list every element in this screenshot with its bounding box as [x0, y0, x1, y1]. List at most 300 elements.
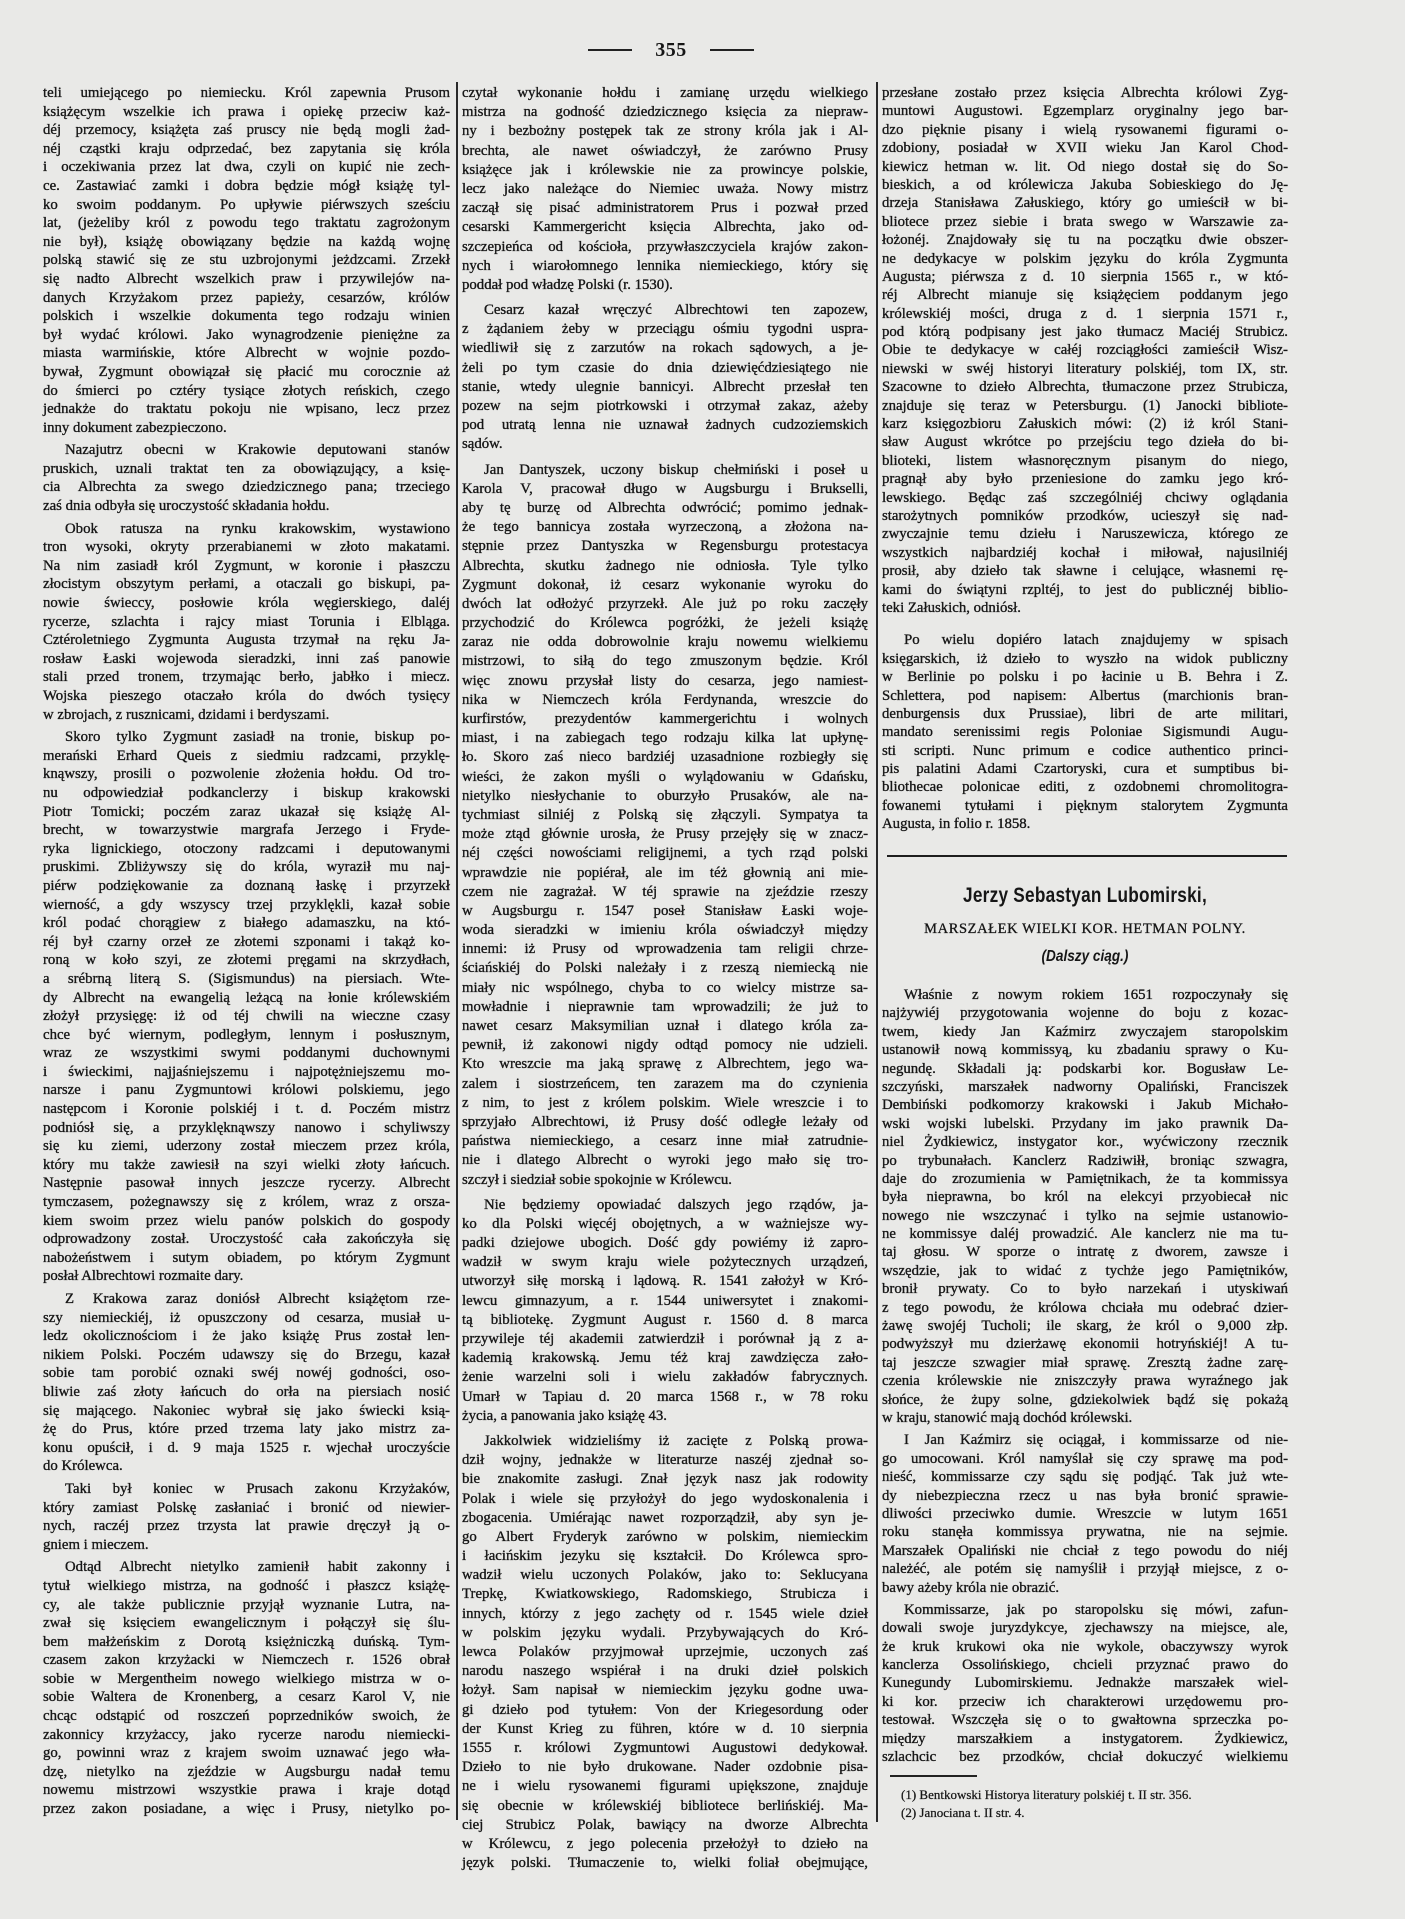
text-line: tychmiast silniéj z Polską się złączyli. Sympatya ta	[462, 806, 868, 823]
text-line: danych Krzyżakom przez papieży, cesarzów, królów	[43, 289, 450, 306]
text-line: innemi: iż Prusy od wprowadzenia tam religii chrze-	[462, 941, 868, 958]
text-line: Właśnie z nowym rokiem 1651 rozpoczynały się	[904, 987, 1288, 1003]
text-line: w Augsburgu r. 1547 poseł Stanisław Łaski woje-	[462, 902, 868, 919]
text-line: dzo pięknie pisany i wielą rysowanemi figurami o-	[882, 121, 1288, 138]
text-line: Schlettera, pod napisem: Albertus (marchionis bran-	[882, 687, 1288, 704]
text-line: Piotr Tomicki; poczém zaraz ukazał się książę Al-	[43, 803, 450, 820]
text-line: réj Albrecht mianuje się książęciem poddanym jego	[882, 287, 1288, 304]
text-line: sądów.	[462, 436, 503, 453]
text-line: Po wielu dopiéro latach znajdujemy w spisach	[904, 632, 1288, 649]
text-line: i oczekiwania przez lat dwa, czyli on kupić nie zech-	[43, 159, 450, 176]
text-line: łożonéj. Znajdowały się tu na początku dwie obszer-	[882, 232, 1288, 249]
text-line: i świeckimi, najjaśniejszemu i najpotężniejszemu mo-	[43, 1063, 450, 1080]
text-line: prosił, aby dzieło tak sławne i celujące, własnemi rę-	[882, 563, 1288, 580]
text-line: żę do Prus, które przed trzema laty jako mistrz za-	[43, 1421, 450, 1438]
text-line: książęce jak i królewskie nie za prowincye polskie,	[462, 161, 868, 178]
text-line: knąwszy, prosili o pozwolenie złożenia hołdu. Od tro-	[43, 766, 450, 783]
text-line: Następnie pasował innych jeszcze rycerzy. Albrecht	[43, 1175, 450, 1192]
text-line: lecz jako należące do Niemiec uważa. Nowy mistrz	[462, 180, 868, 197]
paragraph	[43, 1290, 450, 1476]
text-line: wadził w swym kraju wiele pożytecznych urządzeń,	[462, 1254, 868, 1271]
footnote: (2) Janociana t. II str. 4.	[901, 1805, 1025, 1820]
text-line: dliwości przeciwko dumie. Wreszcie w lutym 1651	[882, 1505, 1288, 1522]
text-line: król podać chorągiew z białego adamaszku, na któ-	[43, 915, 450, 932]
text-line: złocistym obszytym perłami, a otaczali go biskupi, pa-	[43, 576, 450, 593]
text-line: w kraju, stanowić mają dochód królewski.	[882, 1409, 1133, 1426]
text-line: Nie będziemy opowiadać dalszych jego rządów, ja-	[484, 1196, 868, 1213]
text-line: dy Albrecht na ewangelią leżącą na łonie królewskiém	[43, 989, 450, 1006]
text-line: Obok ratusza na rynku krakowskim, wystawiono	[65, 520, 450, 537]
text-line: sobie tam porobić oznaki swéj nowéj godności, oso-	[43, 1365, 450, 1382]
text-line: miast, i na zabiegach tego rodzaju kilka lat upłynę-	[462, 730, 868, 747]
text-line: bliothecae polonicae editi, z ozdobnemi chromolitogra-	[882, 779, 1288, 796]
text-line: mistrza na godność dziedzicznego księcia za niepraw-	[462, 104, 868, 121]
paragraph	[43, 84, 450, 437]
text-line: drzeja Stanisława Załuskiego, który go umieścił w bi-	[882, 195, 1288, 212]
text-line: lewcu gimnazyum, a r. 1544 uniwersytet i znakomi-	[462, 1292, 868, 1309]
text-line: brechta, ale nawet oświadczył, że zarówno Prusy	[462, 142, 868, 159]
text-line: dził wojny, jednakże w literaturze naszéj zjednał so-	[462, 1452, 868, 1469]
text-line: Szacowne to dzieło Albrechta, tłumaczone przez Strubicza,	[882, 379, 1288, 396]
text-line: złożył przysięgę: iż od téj chwili na wieczne czasy	[43, 1008, 450, 1025]
text-line: aby tę burzę od Albrechta odwrócić; pomimo jednak-	[462, 499, 868, 516]
text-line: narodu naszego wspiérał i na druki dzieł polskich	[462, 1663, 868, 1680]
text-line: der Kunst Krieg zu führen, które w d. 10 sierpnia	[462, 1720, 868, 1737]
text-line: Augusta, in folio r. 1858.	[882, 816, 1031, 833]
text-line: się nadto Albrecht wszelkich praw i przywilejów na-	[43, 270, 450, 287]
text-line: do śmierci po cztéry tysiące złotych reńskich, czego	[43, 382, 450, 399]
text-line: mowładnie i nieprawnie tam wprowadzili; że już to	[462, 998, 868, 1015]
text-line: muntowi Augustowi. Egzemplarz oryginalny jego bar-	[882, 103, 1288, 120]
footnote-rule	[890, 1775, 977, 1777]
text-line: tymczasem, pożegnawszy się z królem, wraz z orsza-	[43, 1194, 450, 1211]
text-line: chcąc odstąpić od roszczeń poprzedników swoich, że	[43, 1708, 450, 1725]
text-line: bawy ażeby króla nie obrazić.	[882, 1579, 1060, 1596]
text-line: Taki był koniec w Prusach zakonu Krzyżaków,	[65, 1480, 450, 1497]
page-number-text: 355	[655, 38, 687, 61]
footnotes	[901, 1786, 1192, 1822]
column-1	[43, 84, 450, 1819]
text-line: pozew na sejm piotrkowski i otrzymał zakaz, ażeby	[462, 398, 868, 414]
text-line: gi dzieło pod tytułem: Von der Kriegesordung oder	[462, 1701, 868, 1718]
paragraph	[462, 84, 868, 295]
text-line: roku stanęła kommissya prywatna, nie na sejmie.	[882, 1524, 1288, 1541]
text-line: pewnił, iż zakonowi nigdy odtąd pomocy nie udzieli.	[462, 1037, 868, 1054]
text-line: państwa niemieckiego, a cesarz inne miał zatrudnie-	[462, 1133, 868, 1150]
text-line: miały nic wspólnego, chyba to co wielcy mistrze sa-	[462, 979, 868, 996]
column-2	[462, 84, 868, 1873]
text-line: łożył. Sam napisał w niemieckim języku godne uwa-	[462, 1682, 868, 1699]
text-line: czenia królewskie nie zniszczyły prawa wyraźnego jak	[882, 1373, 1288, 1390]
text-line: Kto wreszcie ma jaką sprawę z Albrechtem, jego wa-	[462, 1056, 868, 1073]
text-line: roną w koło szyi, ze złotemi pręgami na skrzydłach,	[43, 952, 450, 969]
text-line: zaś dnia odbyła się uroczystość składania hołdu.	[43, 498, 330, 515]
text-line: stanie, wtedy ulegnie bannicyi. Albrecht przesłał ten	[462, 378, 868, 395]
paragraph	[43, 1480, 450, 1554]
text-line: się obecnie w królewskiéj bibliotece berlińskiéj. Ma-	[462, 1797, 868, 1814]
text-line: Na nim zasiadł król Zygmunt, w koronie i płaszczu	[43, 557, 450, 574]
text-line: ściańskiéj do Polski należały i z rzeszą niemiecką nie	[462, 960, 868, 977]
text-line: kiem swoim przez wielu panów polskich do gospody	[43, 1212, 450, 1229]
text-line: z nim, to jest z królem polskim. Wiele wreszcie i to	[462, 1094, 868, 1111]
text-line: bie znakomite zasługi. Znał język nasz jak rodowity	[462, 1471, 868, 1488]
paragraph	[462, 301, 868, 455]
text-line: nika w Niemczech króla Ferdynanda, wreszcie do	[462, 691, 868, 708]
text-line: ko dla Polski więcéj obojętnych, a w ważniejsze wy-	[462, 1215, 868, 1232]
paragraph	[462, 1196, 868, 1426]
text-line: mistrzowi, to siłą do tego zmuszonym będzie. Król	[462, 653, 868, 670]
text-line: szy niemieckiéj, iż opuszczony od cesarza, musiał u-	[43, 1309, 450, 1326]
text-line: taj głosu. W sporze o intratę z dworem, zawsze i	[882, 1244, 1288, 1261]
text-line: w zbrojach, z rusznicami, dzidami i berdyszami.	[43, 706, 330, 723]
text-line: następcom i Koronie polskiéj i t. d. Poczém mistrz	[43, 1101, 450, 1118]
column-rule	[456, 82, 458, 1820]
text-line: bliwie zaś złoty łańcuch do orła na piersiach nosić	[43, 1383, 450, 1400]
text-line: ne kommissye daléj prowadzić. Ale kanclerz nie ma tu-	[882, 1226, 1288, 1243]
text-line: który mu także zawiesił na szyi wielki złoty łańcuch.	[43, 1156, 450, 1173]
text-line: wadził wielu uczonych Polaków, jako to: Seklucyana	[462, 1567, 868, 1584]
text-line: wszędzie, jak to widać z tychże jego Pamiętników,	[882, 1262, 1288, 1279]
text-line: stępnie przez Dantyszka w Regensburgu protestacya	[462, 538, 868, 555]
text-line: ne i wielu rysowanemi figurami upiększone, znajduje	[462, 1778, 868, 1795]
page-number-dash-right	[710, 49, 754, 51]
text-line: wprawdzie nie popiérał, ale im téż głownią ani mie-	[462, 864, 868, 881]
text-line: książęcym wszelkie ich prawa i opiekę przeciw każ-	[43, 103, 450, 120]
text-line: Dzieło to nie było drukowane. Nader ozdobnie pisa-	[462, 1759, 868, 1776]
text-line: ko swoim poddanym. Po upływie piérwszych sześciu	[43, 196, 450, 213]
text-line: stali przed tronem, trzymając berło, jabłko i miecz.	[43, 669, 450, 686]
text-line: znajduje się teraz w Petersburgu. (1) Janocki bibliote-	[882, 397, 1288, 414]
text-line: sobie Waltera de Kronenberg, a cesarz Karol V, nie	[43, 1689, 450, 1706]
paragraph	[43, 1558, 450, 1818]
text-line: déj przemocy, książęta zaś pruscy nie będą mogli żad-	[43, 122, 450, 139]
text-line: néj cząstki kraju odprzedać, bez zapytania się króla	[43, 140, 450, 157]
text-line: pruskimi. Zbliżywszy się do króla, wyraził mu naj-	[43, 859, 450, 876]
text-line: ki kor. przeciw ich charakterowi urzędowemu pro-	[882, 1693, 1288, 1710]
text-line: z tego powodu, że królowa chciała mu odebrać dzier-	[882, 1299, 1288, 1316]
text-line: kurfirstów, prezydentów kammergerichtu i wolnych	[462, 711, 868, 727]
paragraph	[43, 441, 450, 515]
text-line: Jan Dantyszek, uczony biskup chełmiński i poseł u	[484, 461, 868, 478]
text-line: utworzył siłę morską i lądową. R. 1541 założył w Kró-	[462, 1273, 868, 1290]
text-line: taj jeszcze szwagier miał sprawę. Zresztą żadne zarę-	[882, 1354, 1288, 1371]
text-line: Obie te dedykacye w całéj rozciągłości zamieścił Wisz-	[882, 342, 1288, 359]
text-line: niel Żydkiewicz, instygator kor., wyćwiczony rzecznik	[882, 1134, 1288, 1151]
text-line: Nazajutrz obecni w Krakowie deputowani stanów	[65, 442, 450, 459]
text-line: dowali swoje juryzdykcye, zjechawszy na miejsce, ale,	[882, 1620, 1288, 1637]
text-line: sobie w Mergentheim nowego wielkiego mistrza w o-	[43, 1670, 450, 1687]
article-title: Jerzy Sebastyan Lubomirski,	[962, 884, 1208, 907]
text-line: innych, którzy z jego zachęty od r. 1545 wiele dzieł	[462, 1605, 868, 1622]
text-line: wierność, a gdy wszyscy trzej przyklękli, kazał sobie	[43, 896, 450, 913]
text-line: słońce, że żupy solne, gdziekolwiek bądź się pokażą	[882, 1391, 1288, 1408]
text-line: jednakże do traktatu pokoju nie wpisano, lecz przez	[43, 401, 450, 418]
text-line: odprowadzony został. Uroczystość cała zakończyła się	[43, 1231, 450, 1248]
text-line: żenie warzelni soli i wielu zakładów fabrycznych.	[462, 1369, 868, 1386]
text-line: język polski. Tłumaczenie to, wielki foliał obejmujące,	[462, 1855, 868, 1872]
text-line: ło. Skoro zaś nieco bardziéj uzasadnione rozbiegły się	[462, 749, 868, 766]
text-line: a srébrną literą S. (Sigismundus) na piersiach. Wte-	[43, 970, 450, 987]
text-line: teki Załuskich, odniósł.	[882, 599, 1021, 616]
text-line: kanclerza Ossolińskiego, chcieli przyznać prawo do	[882, 1657, 1288, 1674]
text-line: nowemu mistrzowi wszystkie prawa i kraje dotąd	[43, 1782, 450, 1799]
text-line: Odtąd Albrecht nietylko zamienił habit zakonny i	[65, 1559, 450, 1576]
paragraph	[43, 520, 450, 725]
text-line: wieści, że zakon myśli o wylądowaniu w Gdańsku,	[462, 768, 868, 785]
text-line: czytał wykonanie hołdu i zamianę urzędu wielkiego	[462, 85, 868, 101]
text-line: nieść, kommissarze czy sądu się podjąć. Tak już wte-	[882, 1469, 1288, 1486]
text-line: niewski w swéj historyi literatury polskiéj, tom IX, str.	[882, 360, 1288, 377]
text-line: cy, ale także publicznie przyjął wyznanie Lutra, na-	[43, 1596, 450, 1613]
text-line: bieskich, a od królewicza Jakuba Sobieskiego do Ję-	[882, 176, 1288, 193]
text-line: Marszałek Opaliński nie chciał z tego powodu do niéj	[882, 1542, 1288, 1559]
text-line: przywileje téj akademii zatwierdził i porównał ją z a-	[462, 1331, 868, 1347]
text-line: nie był), książę obowiązany będzie na każdą wojnę	[43, 233, 450, 250]
text-line: nych i wiarołomnego lennika niemieckiego, który się	[462, 257, 868, 274]
text-line: tytuł wielkiego mistrza, na godność i płaszcz książę-	[43, 1577, 450, 1594]
paragraph	[882, 1431, 1288, 1597]
text-line: ciej Strubicz Polak, bawiący na dworze Albrechta	[462, 1816, 868, 1833]
text-line: ustanowił nową kommissyą, ku zbadaniu sprawy o Ku-	[882, 1042, 1288, 1059]
text-line: przesłane zostało przez księcia Albrechta królowi Zyg-	[882, 85, 1288, 101]
text-line: sław August wkrótce po przejściu tego dzieła do bi-	[882, 434, 1288, 451]
text-line: nietylko niesłychanie to oburzyło Prusaków, ale na-	[462, 787, 868, 804]
text-line: wraz ze wszystkimi swymi poddanymi duchownymi	[43, 1045, 450, 1062]
text-line: pis palatini Adami Czartoryski, cura et sumptibus bi-	[882, 761, 1288, 778]
text-line: merański Erhard Queis z siedmiu radzcami, przyklę-	[43, 747, 450, 764]
text-line: z żądaniem żeby w przeciągu ośmiu tygodni uspra-	[462, 321, 868, 338]
text-line: Augusta; piérwsza z d. 10 sierpnia 1565 r., w któ-	[882, 268, 1288, 285]
text-line: narsze i panu Zygmuntowi królowi polskiemu, jego	[43, 1082, 450, 1099]
text-line: inny dokument zabezpieczono.	[43, 419, 227, 436]
text-line: tron wysoki, okryty przerabianemi w złoto makatami.	[43, 539, 450, 556]
text-line: I Jan Kaźmirz się ociągał, i kommissarze od nie-	[904, 1432, 1288, 1449]
text-line: Cesarz kazał wręczyć Albrechtowi ten zapozew,	[484, 302, 868, 319]
paragraph	[882, 986, 1288, 1427]
text-line: lewskiego. Będąc zaś szczególniéj chciwy oglądania	[882, 489, 1288, 506]
text-line: sti scripti. Nunc primum e codice authentico princi-	[882, 742, 1288, 759]
page-number-dash-left	[588, 49, 632, 51]
text-line: nowie świeccy, posłowie króla węgierskiego, daléj	[43, 595, 450, 612]
text-line: się ku ziemi, uderzony został mieczem przez króla,	[43, 1138, 450, 1155]
text-line: blioteki, listem własnoręcznym pisanym do niego,	[882, 452, 1288, 469]
text-line: bliotece przez siebie i brata swego w Warszawie za-	[882, 213, 1288, 230]
text-line: woda sieradzki w imieniu króla oświadczył między	[462, 922, 868, 939]
text-line: polskich i wszelkie dokumenta tego rodzaju winien	[43, 308, 450, 325]
text-line: starożytnych pomników przodków, ucieszył się nad-	[882, 507, 1288, 524]
text-line: który zamiast Polskę zasłaniać i bronić od niewier-	[43, 1499, 450, 1516]
text-line: przez zakon posiadane, a więc i Prusy, nietylko po-	[43, 1801, 450, 1818]
text-line: néj części nowościami religijnemi, a tych rząd polski	[462, 845, 868, 862]
text-line: kiewicz hetman w. lit. Od niego dostał się do So-	[882, 158, 1288, 175]
text-line: Skoro tylko Zygmunt zasiadł na tronie, biskup po-	[65, 729, 450, 746]
text-line: należéć, ale potém się namyślił i przyjął miejsce, z o-	[882, 1561, 1288, 1578]
text-line: był wydać królowi. Jako wynagrodzenie pieniężne za	[43, 326, 450, 343]
text-line: Albrechta, skutku żadnego nie odniosła. Tyle tylko	[462, 557, 868, 574]
text-line: piérw podziękowanie za doznaną łaskę i przyrzekł	[43, 877, 450, 894]
text-line: lewca Polaków przyjmował uprzejmie, uczonych zaś	[462, 1644, 868, 1660]
text-line: Kunegundy Lubomirskiemu. Jednakże marszałek wiel-	[882, 1675, 1288, 1692]
text-line: poddał pod władzę Polski (r. 1530).	[462, 276, 673, 293]
text-line: że tego bannicya została wyrzeczoną, a złożona na-	[462, 519, 868, 536]
text-line: czem nie zagrażał. W téj sprawie na zjeździe rzeszy	[462, 883, 868, 900]
text-line: w Królewcu, z jego polecenia przełożył to dzieło na	[462, 1835, 868, 1852]
text-line: szczepieńca od kościoła, przywłaszczyciela krajów zakon-	[462, 238, 868, 255]
text-line: miasta warmińskie, które Albrecht w wojnie pozdo-	[43, 345, 450, 362]
text-line: Z Krakowa zaraz doniósł Albrecht książętom rze-	[65, 1291, 450, 1307]
text-line: w polskim języku wydali. Przybywających do Kró-	[462, 1624, 868, 1641]
text-line: zakonnicy krzyżaccy, jako rycerze narodu niemiecki-	[43, 1726, 450, 1743]
text-line: zwyczajnie temu dziełu i Naruszewicza, którego ze	[882, 526, 1288, 543]
text-line: królewskiéj mości, druga z d. 1 sierpnia 1571 r.,	[882, 305, 1288, 322]
text-line: wski wojski lubelski. Przydany im jako prawnik Da-	[882, 1115, 1288, 1132]
text-line: polską stawić się ze stu uzbrojonymi jeżdzcami. Zrzekł	[43, 252, 450, 269]
text-line: przychodzić do Królewca pogróżki, że jeżeli książę	[462, 615, 868, 632]
text-line: pragnął aby było przeniesione do zamku jego kró-	[882, 471, 1288, 488]
text-line: gniem i mieczem.	[43, 1536, 149, 1553]
text-line: szlachcic bez przodków, chciał dokuczyć wielkiemu	[882, 1749, 1288, 1766]
page-number	[588, 36, 754, 64]
text-line: sprzyjało Albrechtowi, iż Prusy dość odległe leżały od	[462, 1113, 868, 1130]
article-subtitle: MARSZAŁEK WIELKI KOR. HETMAN POLNY.	[924, 921, 1246, 937]
text-line: nu odpowiedział podkanclerzy i biskup krakowski	[43, 784, 450, 801]
text-line: konu opuścił, i d. 9 maja 1525 r. wjechał uroczyście	[43, 1439, 450, 1456]
text-line: dzę, nietylko na zjeździe w Augsburgu nadał temu	[43, 1763, 450, 1780]
text-line: zbogacenia. Umiérając nawet rozporządził, aby syn je-	[462, 1509, 868, 1526]
text-line: karz księgozbioru Załuskich mówi: (2) iż król Stani-	[882, 416, 1288, 433]
text-line: brecht, w towarzystwie margrafa Jerzego i Fryde-	[43, 822, 450, 839]
text-line: rycerze, szlachta i rajcy miast Torunia i Elbląga.	[43, 613, 450, 630]
text-line: żeli po tym czasie do dnia dziewięćdziesiątego nie	[462, 359, 868, 376]
text-line: zdobiony, posiadał w XVII wieku Jan Karol Chod-	[882, 140, 1288, 157]
text-line: pod którą podpisany jest jako tłumacz Maciéj Strubicz.	[882, 324, 1288, 341]
text-line: Zygmunt dokonał, iż cesarz wykonanie wyroku do	[462, 576, 868, 593]
text-line: bronił prywaty. Co to było narzekań i utyskiwań	[882, 1281, 1288, 1298]
text-line: szczył i siedział sobie spokojnie w Królewcu.	[462, 1171, 732, 1188]
text-line: ryka lignickiego, otoczony radzcami i deputowanymi	[43, 840, 450, 857]
text-line: czasem zakon krzyżacki w Niemczech r. 1526 obrał	[43, 1652, 450, 1669]
text-line: ny i bezbożny postępek tak ze strony króla jak i Al-	[462, 123, 868, 140]
paragraph	[882, 84, 1288, 617]
text-line: bem małżeńskim z Dorotą księżniczką duńską. Tym-	[43, 1633, 450, 1650]
text-line: testował. Wszczęła się o to gwałtowna sprzeczka po-	[882, 1712, 1288, 1729]
article-continuation-note: (Dalszy ciąg.)	[1041, 948, 1129, 965]
text-line: dwóch lat odłożyć przyrzekł. Ale już po roku zaczęły	[462, 595, 868, 612]
text-line: teli umiejącego po niemiecku. Król zapewnia Prusom	[43, 85, 450, 101]
text-line: 1555 r. królowi Zygmuntowi Augustowi dedykował.	[462, 1739, 868, 1756]
text-line: zaczął się pisać administratorem Prus i pozwał przed	[462, 200, 868, 217]
text-line: go, powinni wraz z krajem swoim uznawać jego wła-	[43, 1745, 450, 1762]
text-line: żawę swojéj Tucholi; ile skarg, że król o 9,000 złp.	[882, 1318, 1288, 1335]
text-line: ledz okolicznościom i że jako książę Prus został len-	[43, 1328, 450, 1345]
text-line: zwał się księciem ewangelicznym i połączył się ślu-	[43, 1615, 450, 1632]
text-line: cia Albrechta za swego dziedzicznego pana; trzeciego	[43, 479, 450, 496]
text-line: nie i dlatego Albrecht o wyroki jego mało się tro-	[462, 1152, 868, 1169]
text-line: zalem i siostrzeńcem, ten zarazem ma do czynienia	[462, 1075, 868, 1092]
text-line: Kommissarze, jak po staropolsku się mówi, zafun-	[904, 1601, 1288, 1618]
text-line: Trepkę, Kwiatkowskiego, Radomskiego, Strubicza i	[462, 1586, 868, 1603]
text-line: księgarskich, iż dzieło to wyszło na widok publiczny	[882, 650, 1288, 667]
column-rule	[876, 82, 878, 1822]
text-line: posłał Albrechtowi rozmaite dary.	[43, 1268, 244, 1285]
text-line: daje do zrozumienia w Pamiętnikach, że ta kommissya	[882, 1170, 1288, 1187]
text-line: pod utratą lenna nie uznawał żadnych cudzoziemskich	[462, 417, 868, 434]
text-line: do Królewca.	[43, 1458, 123, 1475]
text-line: ne dedykacye w polskim języku do króla Zygmunta	[882, 250, 1288, 267]
text-line: Wojska pieszego otaczało króla do dwóch tysięcy	[43, 688, 450, 704]
text-line: denburgensis dux Prussiae), libri de arte militari,	[882, 705, 1288, 722]
text-line: po trybunałach. Kanclerz Radziwiłł, broniąc szwagra,	[882, 1152, 1288, 1169]
text-line: wszystkich najbardziéj kochał i miłował, najusilniéj	[882, 544, 1288, 561]
text-line: się mającego. Nakoniec wybrał się jako świecki ksią-	[43, 1402, 450, 1419]
paragraph	[882, 1601, 1288, 1767]
footnote: (1) Bentkowski Historya literatury polskiéj t. II str. 356.	[901, 1787, 1192, 1802]
text-line: cesarski Kammergericht księcia Albrechta, jako od-	[462, 219, 868, 236]
text-line: była nieprawna, bo król na elekcyi przyobiecał nic	[882, 1189, 1288, 1206]
text-line: nowego nie wszczynać i tylko na sejmie ustanowio-	[882, 1207, 1288, 1224]
text-line: nabożeństwem i sutym obiadem, po którym Zygmunt	[43, 1249, 450, 1266]
text-line: fowanemi tytułami i pięknym stalorytem Zygmunta	[882, 797, 1288, 814]
text-line: Dembiński podkomorzy krakowski i Jakub Michało-	[882, 1097, 1288, 1114]
text-line: go Albert Fryderyk zarówno w polskim, niemieckim	[462, 1528, 868, 1545]
paragraph	[462, 461, 868, 1190]
text-line: Umarł w Tapiau d. 20 marca 1568 r., w 78 roku	[462, 1388, 868, 1405]
text-line: wiedliwił się z zarzutów na rokach sądowych, a je-	[462, 340, 868, 357]
text-line: Polak i wiele się przyłożył do jego wydoskonalenia i	[462, 1490, 868, 1507]
text-line: bywał, Zygmunt obowiązał się płacić mu corocznie aż	[43, 363, 450, 380]
text-line: Jakkolwiek widzieliśmy iż zacięte z Polską prowa-	[484, 1432, 868, 1449]
article-separator-rule	[887, 855, 1287, 857]
text-line: w Berlinie po polsku i po łacinie u B. Behra i Z.	[882, 669, 1288, 686]
text-line: że kruk krukowi oka nie wykole, obaczywszy wyrok	[882, 1638, 1288, 1655]
text-line: szczyński, marszałek nadworny Opaliński, Franciszek	[882, 1078, 1288, 1095]
text-line: rosław Łaski wojewoda sieradzki, inni zaś panowie	[43, 650, 450, 667]
text-line: pruskich, uznali traktat ten za obowiązujący, a księ-	[43, 460, 450, 477]
text-line: nikiem Polski. Poczém udawszy się do Brzegu, kazał	[43, 1346, 450, 1363]
paragraph	[43, 728, 450, 1286]
paragraph	[462, 1432, 868, 1873]
text-line: kami do świątyni rzpltéj, to jest do publicznéj biblio-	[882, 581, 1288, 598]
text-line: kademią krakowską. Jemu téż kraj zawdzięcza zało-	[462, 1350, 868, 1367]
text-line: najżywiéj przygotowania wojenne do boju z kozac-	[882, 1005, 1288, 1022]
text-line: Cztéroletniego Zygmunta Augusta trzymał na ręku Ja-	[43, 632, 450, 649]
text-line: lat, (jeżeliby król z powodu tego traktatu zagrożonym	[43, 215, 450, 232]
text-line: dy niebezpieczna rzecz u nas była bronić sprawie-	[882, 1487, 1288, 1504]
column-3-top	[882, 84, 1288, 834]
text-line: padki dziejowe ubogich. Dość gdy powiémy iż zapro-	[462, 1235, 868, 1252]
paragraph	[882, 631, 1288, 833]
text-line: mandato serenissimi regis Poloniae Sigismundi Augu-	[882, 724, 1288, 741]
text-line: między marszałkiem a instygatorem. Żydkiewicz,	[882, 1730, 1288, 1747]
column-3-article	[882, 986, 1288, 1766]
text-line: réj był czarny orzeł ze złotemi szponami i takąż ko-	[43, 933, 450, 950]
text-line: twem, kiedy Jan Kaźmirz zwyczajem staropolskim	[882, 1023, 1288, 1040]
text-line: zaraz nie odda dobrowolnie kraju nowemu wielkiemu	[462, 634, 868, 651]
text-line: nych, raczéj przez trzysta lat prawie dręczył ją o-	[43, 1518, 450, 1535]
text-line: podwyższył mu dzierżawę ekonomii hotryńskiéj! A tu-	[882, 1336, 1288, 1353]
text-line: nawet cesarz Maksymilian uznał i dlatego króla za-	[462, 1018, 868, 1034]
text-line: życia, a panowania jako książę 43.	[462, 1407, 668, 1424]
text-line: ce. Zastawiać zamki i dobra będzie mógł książę tyl-	[43, 177, 450, 194]
text-line: i łacińskim jezyku się kształcił. Do Królewca spro-	[462, 1548, 868, 1565]
text-line: może ztąd głównie urosła, że Prusy przejęły się w znacz-	[462, 826, 868, 843]
text-line: więc znowu przysłał listy do cesarza, jego namiest-	[462, 672, 868, 689]
text-line: go umocowani. Król namyślał się czy sprawę ma pod-	[882, 1450, 1288, 1467]
text-line: podniósł się, a przyklęknąwszy nanowo i schyliwszy	[43, 1119, 450, 1136]
text-line: chce być wiernym, podległym, lennym i posłusznym,	[43, 1026, 450, 1043]
text-line: Karola V, pracował długo w Augsburgu i Brukselli,	[462, 480, 868, 497]
text-line: tą bibliotekę. Zygmunt August r. 1560 d. 8 marca	[462, 1311, 868, 1328]
